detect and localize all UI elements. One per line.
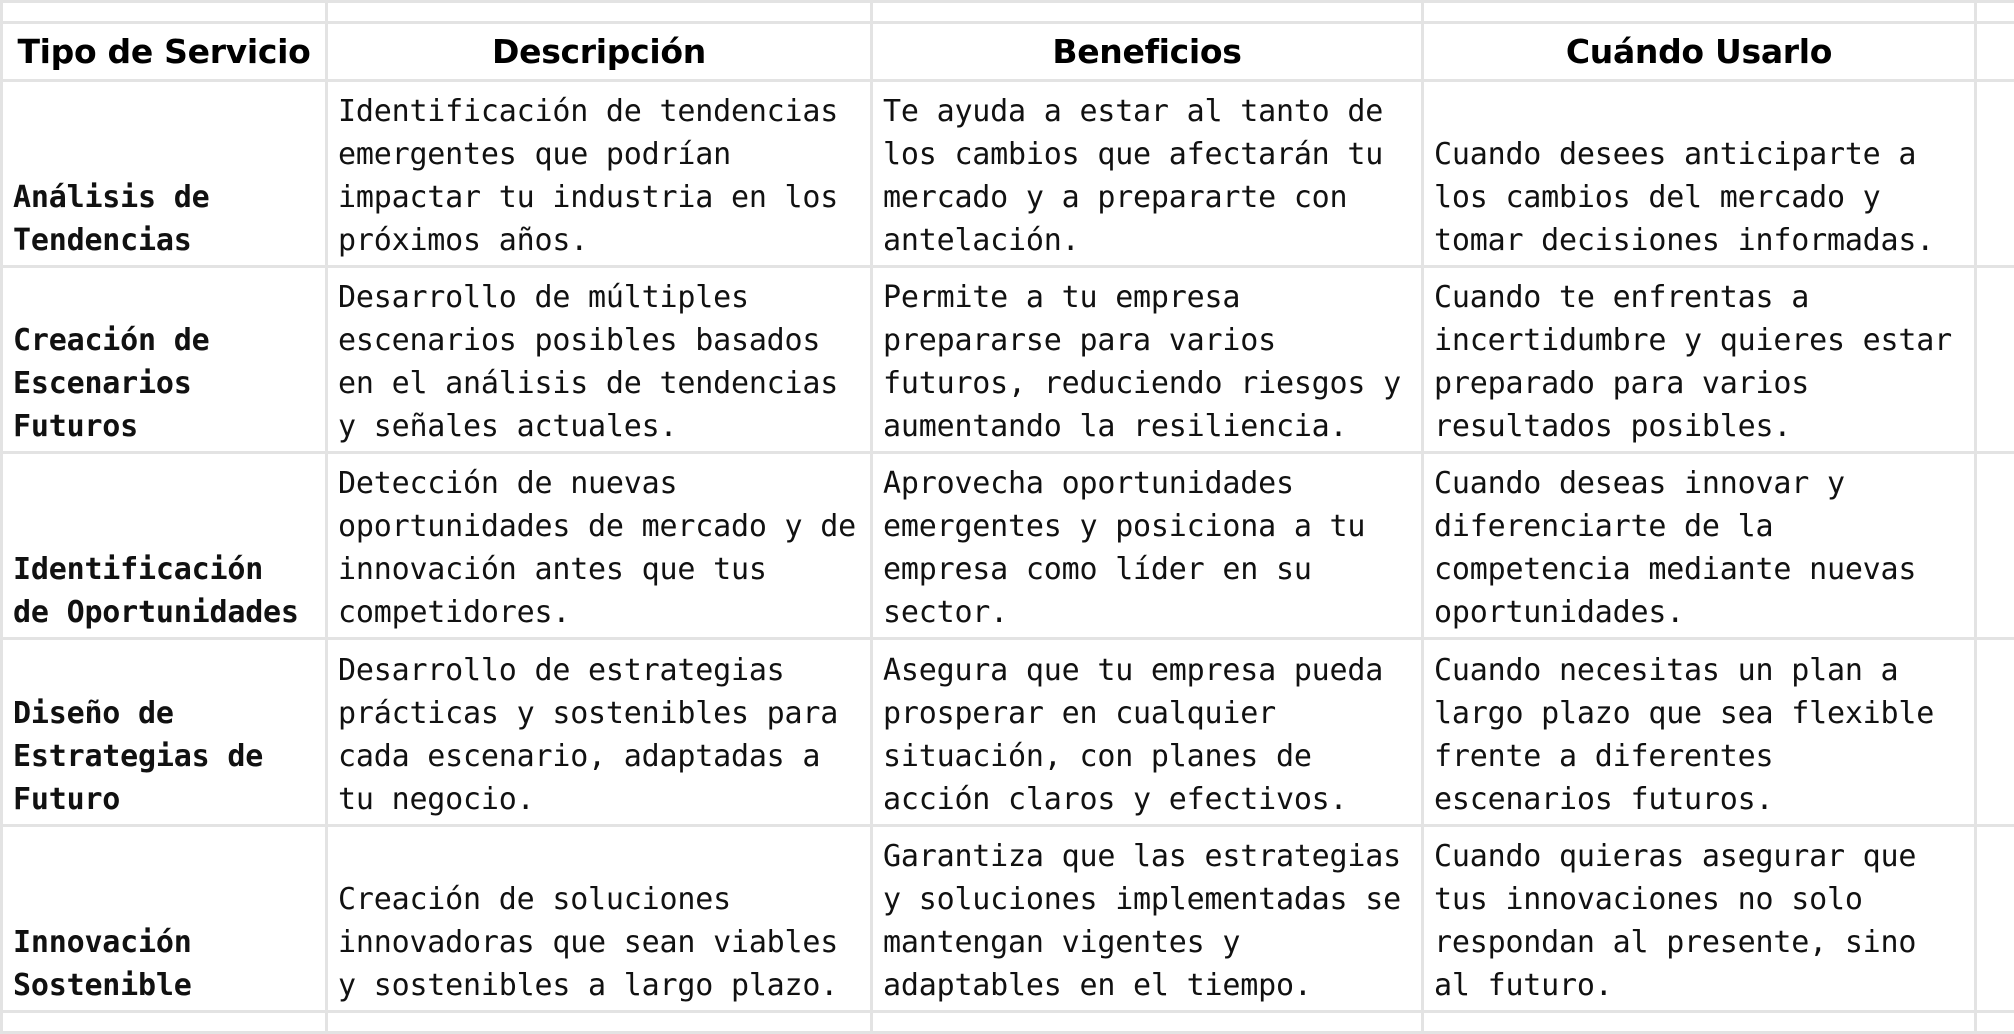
when-cell: Cuando te enfrentas a incertidumbre y quieres estar preparado para varios resultados posibles. <box>1423 267 1976 453</box>
benefits-cell: Aprovecha oportunidades emergentes y posiciona a tu empresa como líder en su sector. <box>872 453 1423 639</box>
spacer-cell <box>1423 1011 1976 1032</box>
when-cell: Cuando quieras asegurar que tus innovaciones no solo respondan al presente, sino al futuro. <box>1423 825 1976 1011</box>
empty-cell <box>1976 453 2014 639</box>
benefits-cell: Asegura que tu empresa pueda prosperar en cualquier situación, con planes de acción claros y efectivos. <box>872 639 1423 825</box>
spacer-cell <box>2 1011 327 1032</box>
description-cell: Identificación de tendencias emergentes que podrían impactar tu industria en los próximos años. <box>327 80 872 266</box>
description-cell: Desarrollo de múltiples escenarios posibles basados en el análisis de tendencias y señales actuales. <box>327 267 872 453</box>
benefits-cell: Garantiza que las estrategias y soluciones implementadas se mantengan vigentes y adaptables en el tiempo. <box>872 825 1423 1011</box>
table-row <box>2 639 2014 825</box>
empty-cell <box>1976 80 2014 266</box>
spacer-cell <box>2 2 327 23</box>
description-cell: Desarrollo de estrategias prácticas y sostenibles para cada escenario, adaptadas a tu negocio. <box>327 639 872 825</box>
benefits-cell: Permite a tu empresa prepararse para varios futuros, reduciendo riesgos y aumentando la resiliencia. <box>872 267 1423 453</box>
spacer-cell <box>1423 2 1976 23</box>
when-cell: Cuando deseas innovar y diferenciarte de la competencia mediante nuevas oportunidades. <box>1423 453 1976 639</box>
description-cell: Creación de soluciones innovadoras que sean viables y sostenibles a largo plazo. <box>327 825 872 1011</box>
spacer-cell <box>327 1011 872 1032</box>
header-description: Descripción <box>327 23 872 81</box>
table-row <box>2 825 2014 1011</box>
benefits-cell: Te ayuda a estar al tanto de los cambios que afectarán tu mercado y a prepararte con antelación. <box>872 80 1423 266</box>
service-cell: Diseño de Estrategias de Futuro <box>2 639 327 825</box>
service-cell: Creación de Escenarios Futuros <box>2 267 327 453</box>
header-benefits: Beneficios <box>872 23 1423 81</box>
header-service-type: Tipo de Servicio <box>2 23 327 81</box>
header-when-to-use: Cuándo Usarlo <box>1423 23 1976 81</box>
spacer-cell <box>1976 2 2014 23</box>
header-row <box>2 23 2014 81</box>
spacer-cell <box>872 1011 1423 1032</box>
spacer-cell <box>1976 1011 2014 1032</box>
header-empty-cell <box>1976 23 2014 81</box>
table-row <box>2 80 2014 266</box>
table-row <box>2 267 2014 453</box>
service-cell: Innovación Sostenible <box>2 825 327 1011</box>
table-row <box>2 453 2014 639</box>
spacer-cell <box>872 2 1423 23</box>
service-cell: Identificación de Oportunidades <box>2 453 327 639</box>
spacer-cell <box>327 2 872 23</box>
when-cell: Cuando necesitas un plan a largo plazo que sea flexible frente a diferentes escenarios futuros. <box>1423 639 1976 825</box>
description-cell: Detección de nuevas oportunidades de mercado y de innovación antes que tus competidores. <box>327 453 872 639</box>
spacer-row-bottom <box>2 1011 2014 1032</box>
when-cell: Cuando desees anticiparte a los cambios del mercado y tomar decisiones informadas. <box>1423 80 1976 266</box>
empty-cell <box>1976 639 2014 825</box>
service-cell: Análisis de Tendencias <box>2 80 327 266</box>
empty-cell <box>1976 267 2014 453</box>
empty-cell <box>1976 825 2014 1011</box>
spacer-row-top <box>2 2 2014 23</box>
